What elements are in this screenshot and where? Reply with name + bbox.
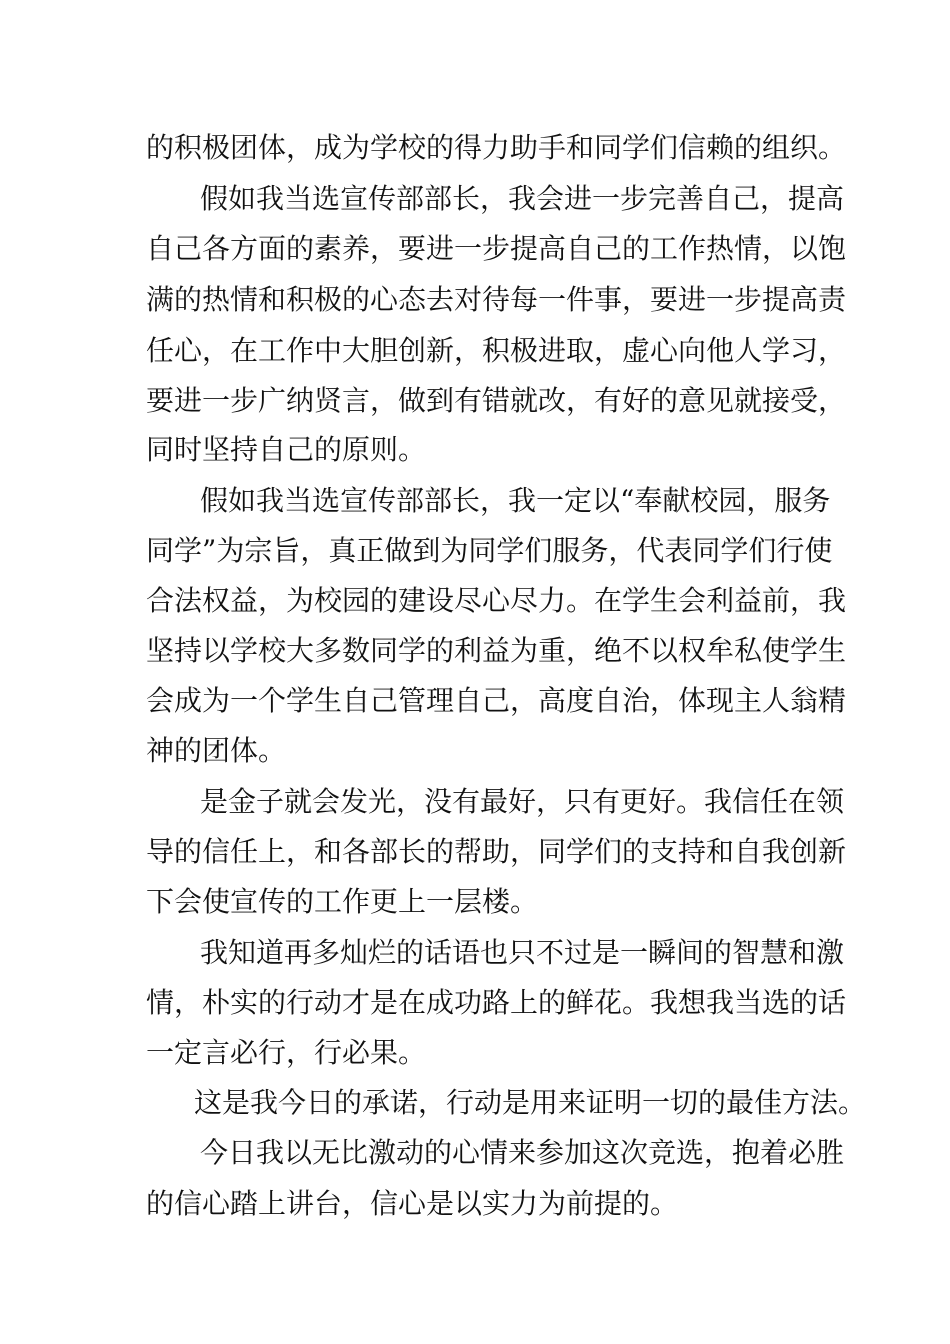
- text-line: 任心，在工作中大胆创新，积极进取，虚心向他人学习，: [146, 334, 847, 367]
- text-line: 情，朴实的行动才是在成功路上的鲜花。我想我当选的话: [146, 986, 847, 1019]
- text-line: 的信心踏上讲台，信心是以实力为前提的。: [146, 1187, 679, 1220]
- text-line: 同学”为宗旨，真正做到为同学们服务，代表同学们行使: [146, 534, 833, 567]
- text-line: 要进一步广纳贤言，做到有错就改，有好的意见就接受，: [146, 384, 847, 417]
- text-line: 的积极团体，成为学校的得力助手和同学们信赖的组织。: [146, 131, 847, 164]
- text-line: 坚持以学校大多数同学的利益为重，绝不以权牟私使学生: [146, 634, 847, 667]
- text-line: 神的团体。: [146, 734, 287, 767]
- text-line: 我知道再多灿烂的话语也只不过是一瞬间的智慧和激: [200, 936, 845, 969]
- text-line: 会成为一个学生自己管理自己，高度自治，体现主人翁精: [146, 684, 847, 717]
- text-line: 合法权益，为校园的建设尽心尽力。在学生会利益前，我: [146, 584, 847, 617]
- text-line: 今日我以无比激动的心情来参加这次竞选，抱着必胜: [200, 1136, 845, 1169]
- text-line: 假如我当选宣传部部长，我会进一步完善自己，提高: [200, 182, 845, 215]
- text-line: 假如我当选宣传部部长，我一定以“奉献校园，服务: [200, 484, 831, 517]
- text-line: 导的信任上，和各部长的帮助，同学们的支持和自我创新: [146, 835, 847, 868]
- text-line: 一定言必行，行必果。: [146, 1036, 427, 1069]
- text-line: 满的热情和积极的心态去对待每一件事，要进一步提高责: [146, 283, 847, 316]
- text-line: 这是我今日的承诺，行动是用来证明一切的最佳方法。: [194, 1086, 867, 1119]
- text-line: 下会使宣传的工作更上一层楼。: [146, 885, 539, 918]
- text-line: 同时坚持自己的原则。: [146, 433, 427, 466]
- text-line: 自己各方面的素养，要进一步提高自己的工作热情，以饱: [146, 232, 847, 265]
- text-line: 是金子就会发光，没有最好，只有更好。我信任在领: [200, 785, 845, 818]
